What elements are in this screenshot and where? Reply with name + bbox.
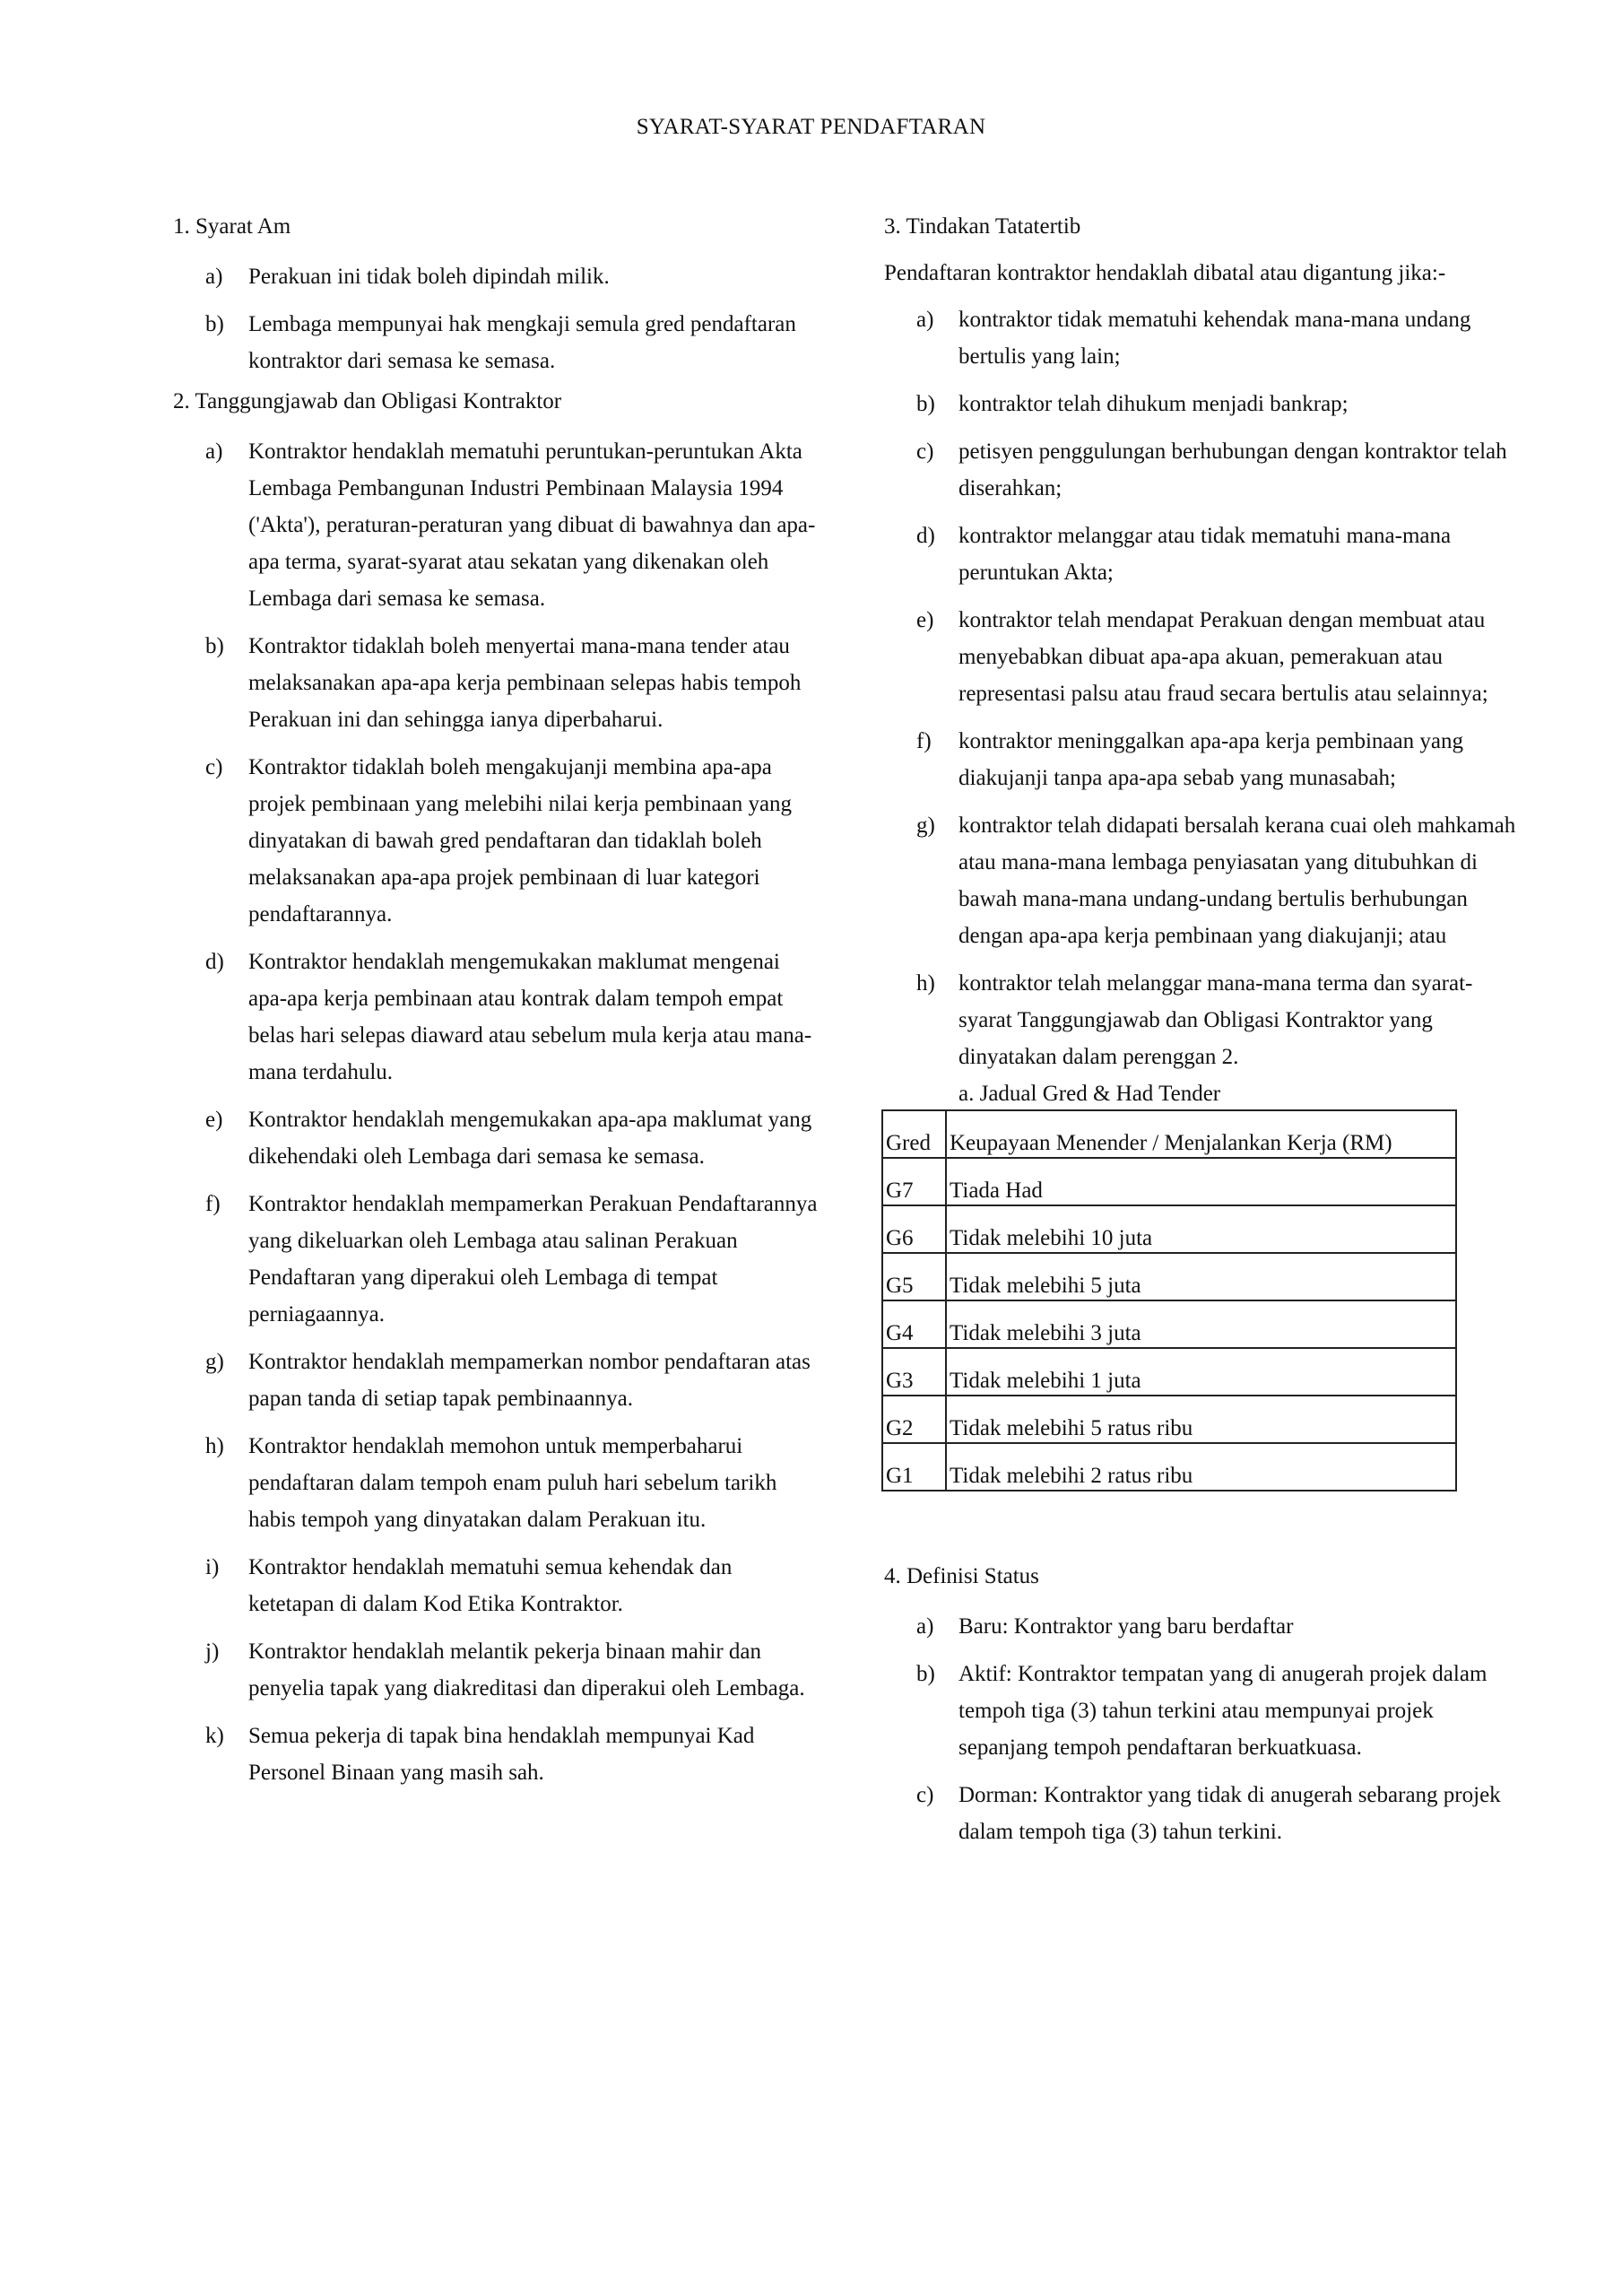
- item-text: Kontraktor tidaklah boleh menyertai mana-mana tender atau melaksanakan apa-apa kerja pembinaan selepas habis tempoh Perakuan ini dan sehingga ianya diperbaharui.: [248, 634, 802, 732]
- item-marker: h): [205, 1434, 224, 1458]
- item-marker: k): [205, 1724, 224, 1748]
- grade-cell: G3: [882, 1348, 946, 1396]
- grade-table: [881, 1109, 1457, 1492]
- right-column: [884, 212, 1521, 1861]
- document-title: SYARAT-SYARAT PENDAFTARAN: [636, 115, 986, 139]
- list-item: [884, 807, 1521, 954]
- list-item: [884, 602, 1521, 712]
- list-item: [173, 433, 819, 617]
- spacer: [884, 1492, 1521, 1561]
- item-text: kontraktor tidak mematuhi kehendak mana-mana undang bertulis yang lain;: [958, 308, 1471, 369]
- table-row: [882, 1443, 1456, 1491]
- capacity-cell: Tidak melebihi 3 juta: [946, 1300, 1456, 1348]
- list-item: [884, 965, 1521, 1075]
- item-text: Kontraktor hendaklah mengemukakan apa-apa maklumat yang dikehendaki oleh Lembaga dari semasa ke semasa.: [248, 1108, 812, 1169]
- item-text: Kontraktor tidaklah boleh mengakujanji membina apa-apa projek pembinaan yang melebihi nilai kerja pembinaan yang dinyatakan di bawah gred pendaftaran dan tidaklah boleh melaksanakan apa-apa projek pembinaan di luar kategori pendaftarannya.: [248, 755, 793, 926]
- item-marker: f): [205, 1192, 221, 1216]
- item-marker: a): [916, 1614, 934, 1639]
- item-marker: c): [916, 1783, 934, 1807]
- item-text: Lembaga mempunyai hak mengkaji semula gred pendaftaran kontraktor dari semasa ke semasa.: [248, 312, 796, 373]
- item-text: Semua pekerja di tapak bina hendaklah mempunyai Kad Personel Binaan yang masih sah.: [248, 1724, 755, 1785]
- list-item: [884, 301, 1521, 375]
- section-4-heading: 4. Definisi Status: [884, 1564, 1039, 1588]
- item-marker: b): [916, 392, 935, 416]
- left-column: [173, 212, 819, 1802]
- capacity-cell: Tidak melebihi 5 juta: [946, 1253, 1456, 1300]
- grade-cell: G4: [882, 1300, 946, 1348]
- item-marker: d): [205, 950, 224, 974]
- list-item: [884, 1656, 1521, 1766]
- item-marker: b): [205, 312, 224, 336]
- item-text: Dorman: Kontraktor yang tidak di anugerah sebarang projek dalam tempoh tiga (3) tahun terkini.: [958, 1783, 1501, 1844]
- item-text: Baru: Kontraktor yang baru berdaftar: [958, 1614, 1294, 1639]
- table-row: [882, 1205, 1456, 1253]
- item-text: Kontraktor hendaklah memohon untuk memperbaharui pendaftaran dalam tempoh enam puluh hari sebelum tarikh habis tempoh yang dinyatakan dalam Perakuan itu.: [248, 1434, 777, 1532]
- list-item: [173, 628, 819, 738]
- grade-table-caption: a. Jadual Gred & Had Tender: [958, 1082, 1221, 1106]
- item-text: Kontraktor hendaklah melantik pekerja binaan mahir dan penyelia tapak yang diakreditasi dan diperakui oleh Lembaga.: [248, 1639, 805, 1700]
- item-marker: j): [205, 1639, 220, 1664]
- table-row: [882, 1300, 1456, 1348]
- list-item: [173, 944, 819, 1091]
- item-text: kontraktor telah mendapat Perakuan dengan membuat atau menyebabkan dibuat apa-apa akuan, pemerakuan atau representasi palsu atau fraud secara bertulis atau selainnya;: [958, 608, 1488, 706]
- table-row: [882, 1253, 1456, 1300]
- list-item: [173, 1633, 819, 1707]
- header-cell-capacity: Keupayaan Menender / Menjalankan Kerja (RM): [946, 1110, 1456, 1158]
- table-row: [882, 1158, 1456, 1205]
- list-item: [173, 258, 819, 295]
- capacity-cell: Tidak melebihi 5 ratus ribu: [946, 1396, 1456, 1443]
- capacity-cell: Tidak melebihi 2 ratus ribu: [946, 1443, 1456, 1491]
- item-text: kontraktor telah melanggar mana-mana terma dan syarat-syarat Tanggungjawab dan Obligasi Kontraktor yang dinyatakan dalam perenggan 2.: [958, 971, 1473, 1069]
- grade-cell: G2: [882, 1396, 946, 1443]
- item-marker: c): [205, 755, 223, 779]
- table-row: [882, 1348, 1456, 1396]
- item-marker: i): [205, 1555, 220, 1579]
- item-text: Perakuan ini tidak boleh dipindah milik.: [248, 265, 610, 289]
- item-marker: g): [916, 813, 935, 838]
- item-marker: a): [205, 439, 223, 464]
- list-item: [173, 1101, 819, 1175]
- item-marker: a): [916, 308, 934, 332]
- item-text: Kontraktor hendaklah mempamerkan Perakuan Pendaftarannya yang dikeluarkan oleh Lembaga atau salinan Perakuan Pendaftaran yang diperakui oleh Lembaga di tempat perniagaannya.: [248, 1192, 818, 1326]
- item-marker: g): [205, 1350, 224, 1374]
- list-item: [173, 1718, 819, 1791]
- list-item: [173, 1186, 819, 1333]
- item-marker: h): [916, 971, 935, 996]
- capacity-cell: Tiada Had: [946, 1158, 1456, 1205]
- section-2-heading: 2. Tanggungjawab dan Obligasi Kontraktor: [173, 389, 562, 413]
- section-1-heading: 1. Syarat Am: [173, 214, 291, 239]
- list-item: [173, 1428, 819, 1538]
- grade-cell: G7: [882, 1158, 946, 1205]
- grade-cell: G6: [882, 1205, 946, 1253]
- list-item: [884, 1608, 1521, 1645]
- item-marker: e): [916, 608, 934, 632]
- item-marker: b): [205, 634, 224, 658]
- list-item: [884, 723, 1521, 796]
- item-marker: b): [916, 1662, 935, 1686]
- item-text: kontraktor telah didapati bersalah kerana cuai oleh mahkamah atau mana-mana lembaga penyiasatan yang ditubuhkan di bawah mana-mana undang-undang bertulis berhubungan dengan apa-apa kerja pembinaan yang diakujanji; atau: [958, 813, 1516, 948]
- list-item: [173, 749, 819, 933]
- grade-cell: G5: [882, 1253, 946, 1300]
- item-marker: f): [916, 729, 932, 753]
- capacity-cell: Tidak melebihi 10 juta: [946, 1205, 1456, 1253]
- item-marker: c): [916, 439, 934, 464]
- section-3-intro: Pendaftaran kontraktor hendaklah dibatal atau digantung jika:-: [884, 261, 1446, 285]
- item-text: Kontraktor hendaklah mematuhi semua kehendak dan ketetapan di dalam Kod Etika Kontraktor.: [248, 1555, 733, 1616]
- list-item: [884, 433, 1521, 507]
- list-item: [173, 1344, 819, 1417]
- item-text: Kontraktor hendaklah mengemukakan maklumat mengenai apa-apa kerja pembinaan atau kontrak dalam tempoh empat belas hari selepas diaward atau sebelum mula kerja atau mana-mana terdahulu.: [248, 950, 812, 1084]
- list-item: [173, 1549, 819, 1622]
- item-marker: d): [916, 524, 935, 548]
- item-text: kontraktor telah dihukum menjadi bankrap;: [958, 392, 1349, 416]
- list-item: [884, 517, 1521, 591]
- table-header-row: [882, 1110, 1456, 1158]
- section-3-heading: 3. Tindakan Tatatertib: [884, 214, 1081, 239]
- item-text: kontraktor meninggalkan apa-apa kerja pembinaan yang diakujanji tanpa apa-apa sebab yang munasabah;: [958, 729, 1463, 790]
- grade-cell: G1: [882, 1443, 946, 1491]
- capacity-cell: Tidak melebihi 1 juta: [946, 1348, 1456, 1396]
- list-item: [173, 306, 819, 379]
- list-item: [884, 386, 1521, 422]
- item-text: Aktif: Kontraktor tempatan yang di anugerah projek dalam tempoh tiga (3) tahun terkini atau mempunyai projek sepanjang tempoh pendaftaran berkuatkuasa.: [958, 1662, 1488, 1760]
- item-text: petisyen penggulungan berhubungan dengan kontraktor telah diserahkan;: [958, 439, 1507, 500]
- header-cell-grade: Gred: [882, 1110, 946, 1158]
- table-row: [882, 1396, 1456, 1443]
- item-marker: a): [205, 265, 223, 289]
- list-item: [884, 1777, 1521, 1850]
- item-text: kontraktor melanggar atau tidak mematuhi mana-mana peruntukan Akta;: [958, 524, 1452, 585]
- item-text: Kontraktor hendaklah mempamerkan nombor pendaftaran atas papan tanda di setiap tapak pembinaannya.: [248, 1350, 811, 1411]
- item-text: Kontraktor hendaklah mematuhi peruntukan-peruntukan Akta Lembaga Pembangunan Industri Pembinaan Malaysia 1994 ('Akta'), peraturan-peraturan yang dibuat di bawahnya dan apa-apa terma, syarat-syarat atau sekatan yang dikenakan oleh Lembaga dari semasa ke semasa.: [248, 439, 816, 611]
- item-marker: e): [205, 1108, 223, 1132]
